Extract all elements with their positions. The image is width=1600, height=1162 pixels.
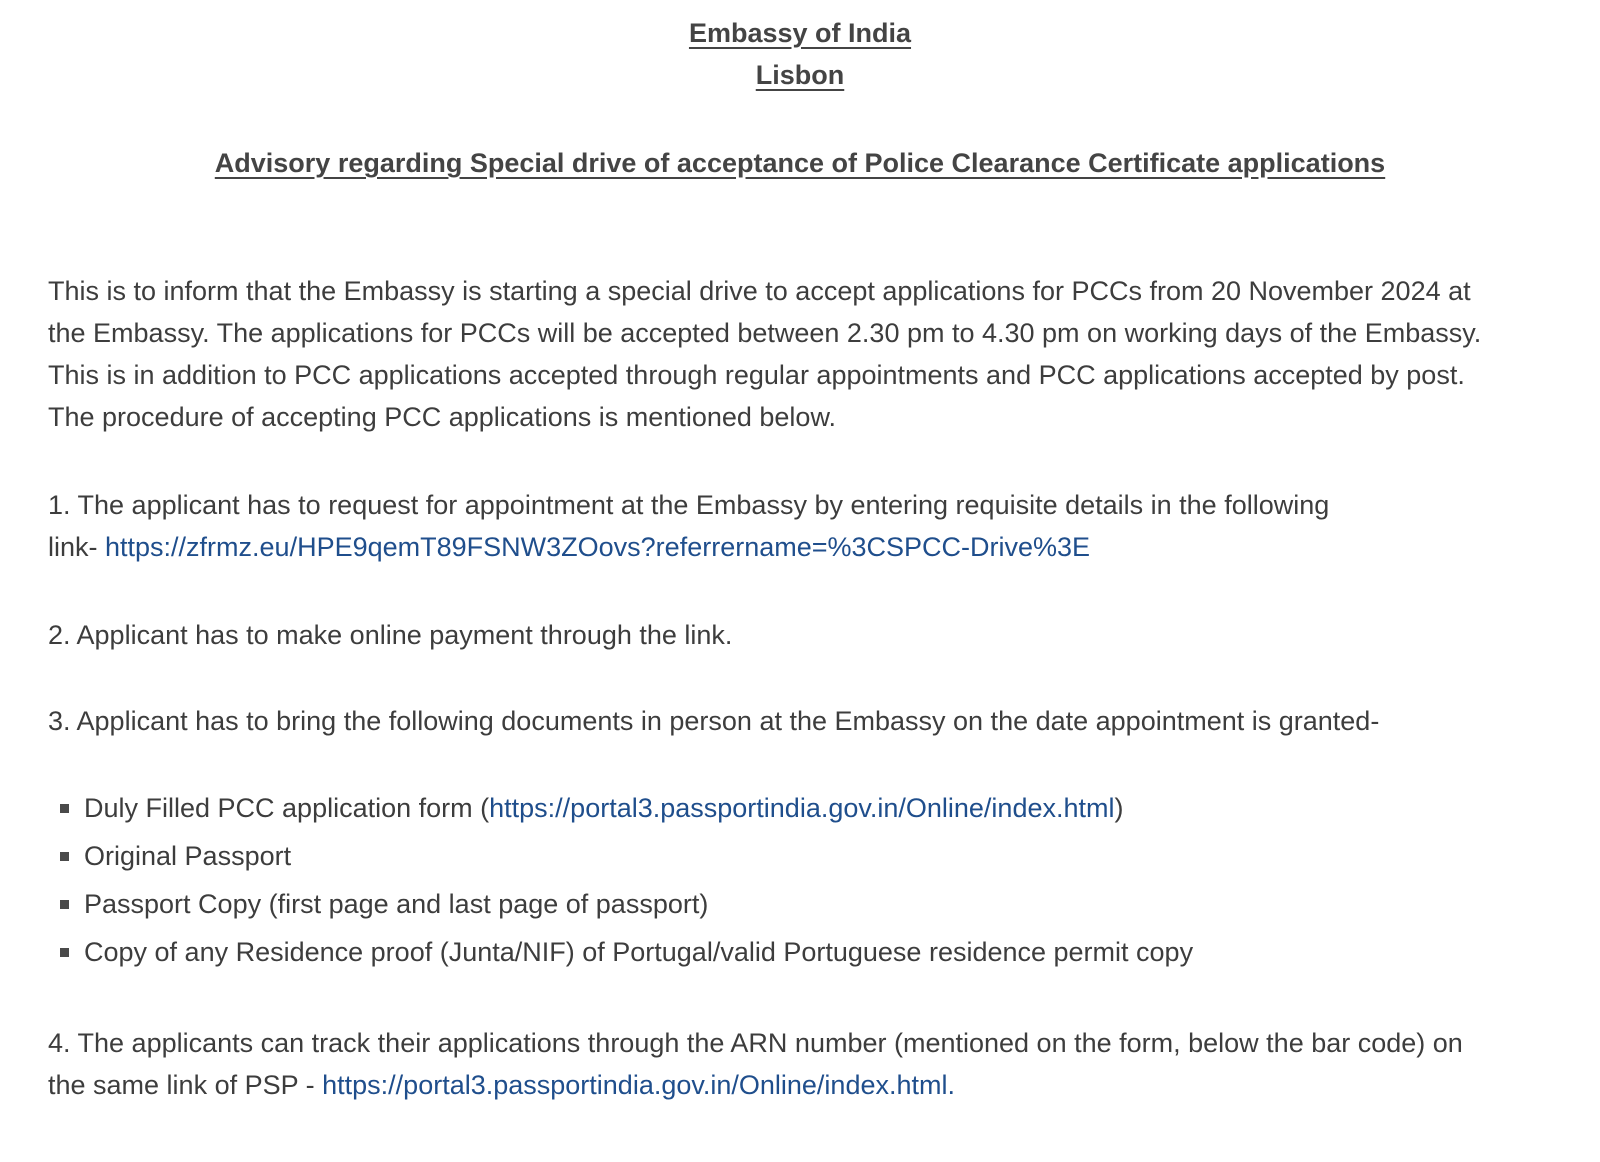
advisory-title: Advisory regarding Special drive of acceptance of Police Clearance Certificate applications xyxy=(214,148,1386,178)
square-bullet-icon xyxy=(60,948,69,957)
intro-line: the Embassy. The applications for PCCs will be accepted between 2.30 pm to 4.30 pm on working days of the Embassy. xyxy=(48,318,1482,348)
appointment-link[interactable]: https://zfrmz.eu/HPE9qemT89FSNW3ZOovs?referrername=%3CSPCC-Drive%3E xyxy=(105,532,1091,562)
step-4-text: 4. The applicants can track their applications through the ARN number (mentioned on the form, below the bar code) on xyxy=(48,1028,1463,1058)
step-4-link-line xyxy=(48,1064,1578,1106)
document-suffix: ) xyxy=(1114,793,1124,823)
document-text: Passport Copy (first page and last page of passport) xyxy=(84,889,709,919)
step-3-text: 3. Applicant has to bring the following documents in person at the Embassy on the date appointment is granted- xyxy=(48,706,1380,736)
step-2 xyxy=(48,614,1578,656)
documents-list xyxy=(60,787,1193,979)
intro-line: This is to inform that the Embassy is starting a special drive to accept applications for PCCs from 20 November 2024 at xyxy=(48,276,1471,306)
list-item xyxy=(60,883,1193,931)
step-4-link-prefix: the same link of PSP - xyxy=(48,1070,323,1100)
square-bullet-icon xyxy=(60,852,69,861)
square-bullet-icon xyxy=(60,804,69,813)
document-text: Copy of any Residence proof (Junta/NIF) of Portugal/valid Portuguese residence permit copy xyxy=(84,937,1194,967)
step-4-suffix: . xyxy=(947,1070,956,1100)
list-item xyxy=(60,835,1193,883)
intro-paragraph xyxy=(48,270,1578,438)
intro-line: This is in addition to PCC applications accepted through regular appointments and PCC applications accepted by post. xyxy=(48,360,1465,390)
list-item xyxy=(60,787,1193,835)
step-2-text: 2. Applicant has to make online payment through the link. xyxy=(48,620,733,650)
step-1 xyxy=(48,484,1578,568)
step-1-link-prefix: link- xyxy=(48,532,106,562)
step-3 xyxy=(48,700,1578,742)
step-4 xyxy=(48,1022,1578,1106)
document-text: Duly Filled PCC application form ( xyxy=(84,793,490,823)
passport-portal-link[interactable]: https://portal3.passportindia.gov.in/Online/index.html xyxy=(489,793,1115,823)
city-name: Lisbon xyxy=(755,60,845,90)
step-1-link-line xyxy=(48,526,1578,568)
intro-line: The procedure of accepting PCC applications is mentioned below. xyxy=(48,402,836,432)
step-1-text: 1. The applicant has to request for appointment at the Embassy by entering requisite details in the following xyxy=(48,490,1330,520)
document-text: Original Passport xyxy=(84,841,292,871)
organization-name: Embassy of India xyxy=(688,18,912,48)
tracking-link[interactable]: https://portal3.passportindia.gov.in/Online/index.html xyxy=(322,1070,948,1100)
list-item xyxy=(60,931,1193,979)
square-bullet-icon xyxy=(60,900,69,909)
